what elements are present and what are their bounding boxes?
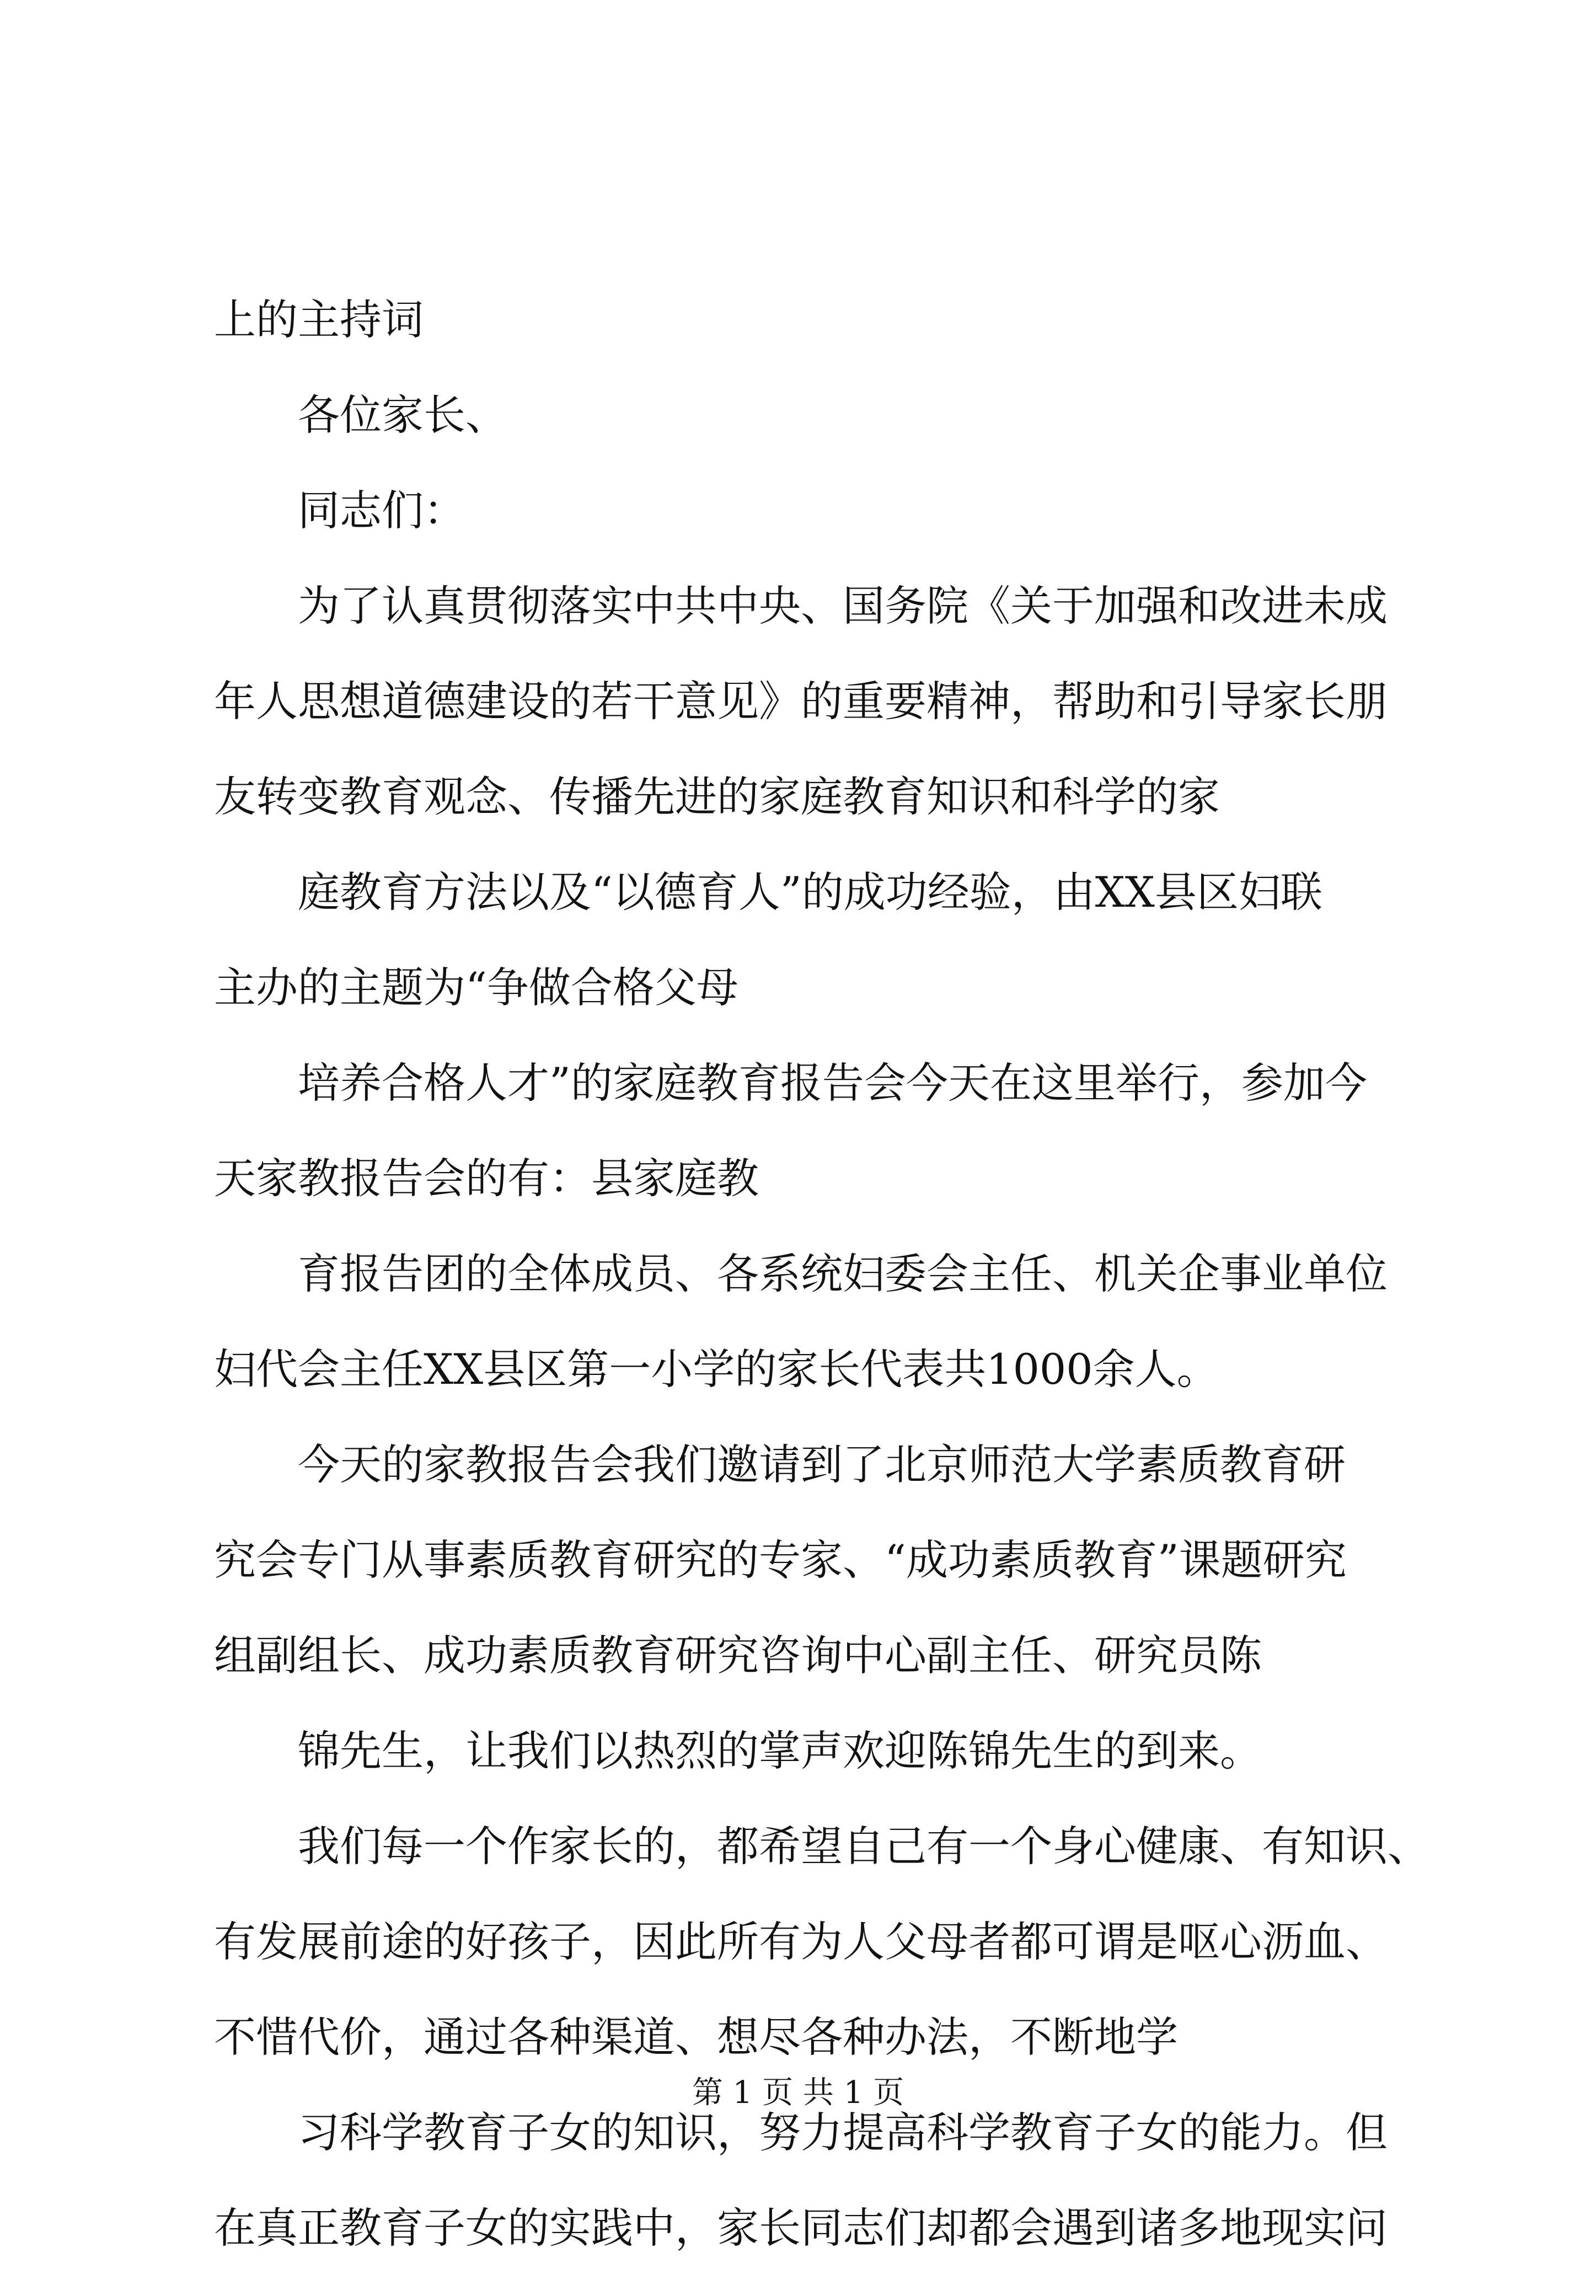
text-line-2: 各位家长、 [298, 390, 507, 440]
text-line-8: 主办的主题为“争做合格父母 [214, 963, 738, 1012]
text-line-12: 妇代会主任XX县区第一小学的家长代表共1000余人。 [214, 1345, 1219, 1394]
text-line-14: 究会专门从事素质教育研究的专家、“成功素质教育”课题研究 [214, 1535, 1347, 1585]
text-line-4: 为了认真贯彻落实中共中央、国务院《关于加强和改进未成 [298, 581, 1388, 630]
text-line-20: 习科学教育子女的知识，努力提高科学教育子女的能力。但 [298, 2108, 1388, 2157]
text-line-21: 在真正教育子女的实践中，家长同志们却都会遇到诸多地现实问 [214, 2203, 1388, 2252]
text-line-15: 组副组长、成功素质教育研究咨询中心副主任、研究员陈 [214, 1631, 1262, 1680]
text-line-1: 上的主持词 [214, 295, 424, 344]
text-line-3: 同志们： [298, 486, 465, 535]
text-line-10: 天家教报告会的有：县家庭教 [214, 1154, 759, 1203]
text-line-16: 锦先生，让我们以热烈的掌声欢迎陈锦先生的到来。 [298, 1726, 1262, 1775]
text-line-11: 育报告团的全体成员、各系统妇委会主任、机关企事业单位 [298, 1249, 1388, 1298]
text-line-5: 年人思想道德建设的若干意见》的重要精神，帮助和引导家长朋 [214, 677, 1388, 726]
text-line-17: 我们每一个作家长的，都希望自己有一个身心健康、有知识、 [298, 1822, 1429, 1871]
text-line-18: 有发展前途的好孩子，因此所有为人父母者都可谓是呕心沥血、 [214, 1917, 1388, 1966]
text-line-9: 培养合格人才”的家庭教育报告会今天在这里举行，参加今 [298, 1058, 1367, 1107]
text-line-7: 庭教育方法以及“以德育人”的成功经验，由XX县区妇联 [298, 868, 1322, 917]
page-footer: 第 1 页 共 1 页 [692, 2075, 904, 2111]
text-line-6: 友转变教育观念、传播先进的家庭教育知识和科学的家 [214, 772, 1220, 821]
text-line-13: 今天的家教报告会我们邀请到了北京师范大学素质教育研 [298, 1440, 1346, 1489]
document-body [214, 292, 1427, 2296]
text-line-19: 不惜代价，通过各种渠道、想尽各种办法，不断地学 [214, 2013, 1178, 2062]
